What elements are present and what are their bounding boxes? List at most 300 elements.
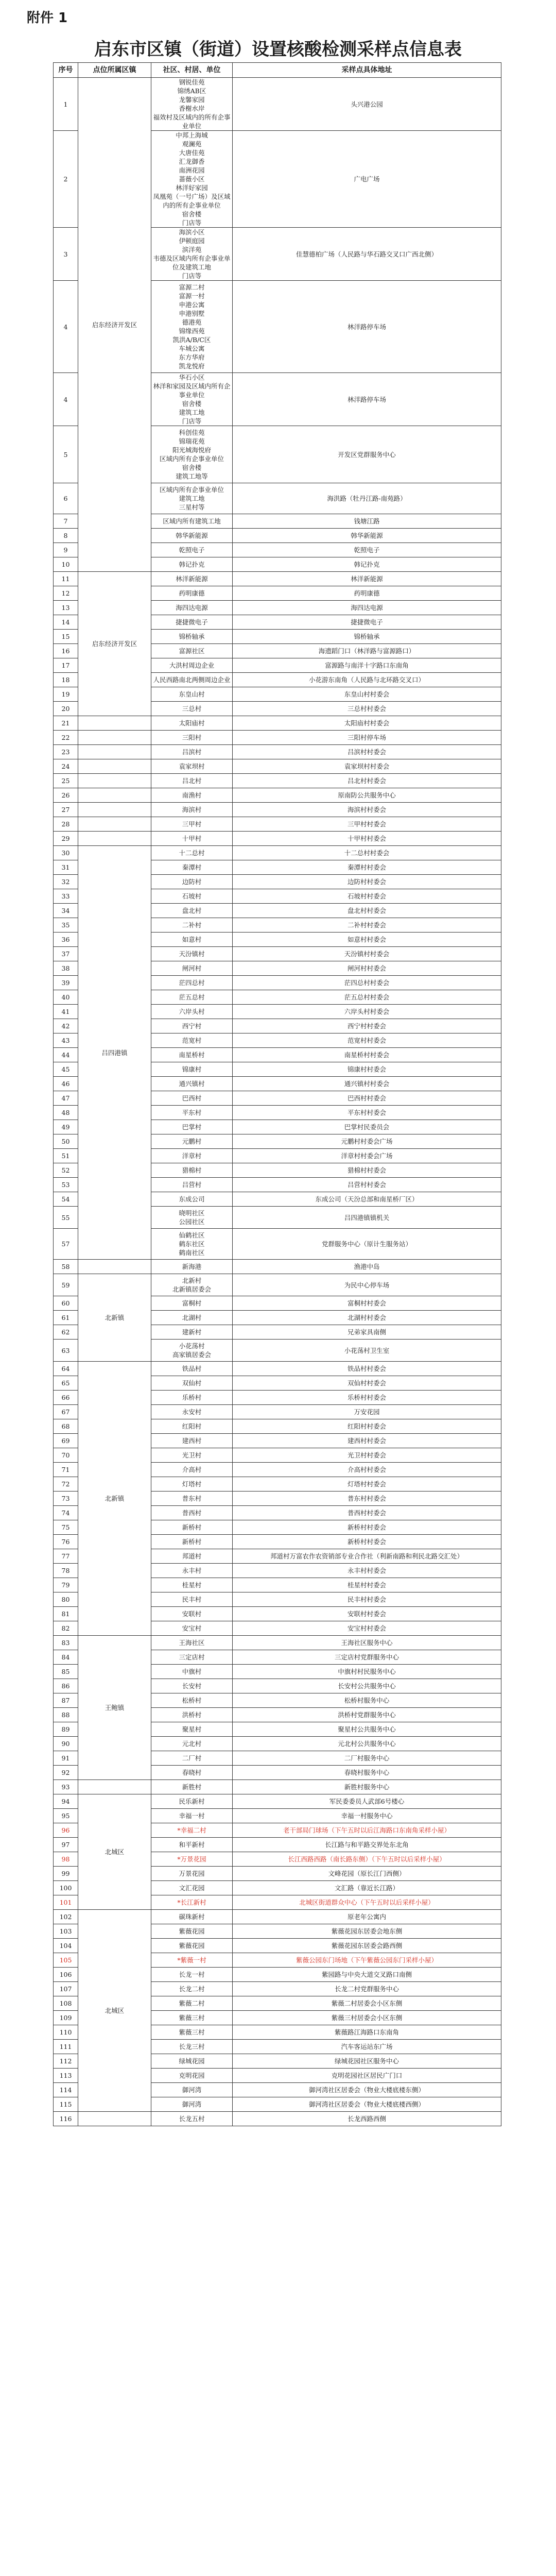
units-cell [151, 1178, 233, 1192]
row-number: 81 [54, 1607, 78, 1621]
address-cell: 边防村村委会 [233, 875, 501, 889]
unit-name: 如意村 [182, 936, 202, 943]
address-cell: 为民中心停车场 [233, 1274, 501, 1296]
row-number: 51 [54, 1149, 78, 1163]
unit-name: 长龙三村 [179, 2043, 205, 2050]
table-row [54, 774, 501, 788]
address-cell: 小花游东南角（人民路与北环路交叉口） [233, 673, 501, 687]
address-cell: 长安村公共服务中心 [233, 1679, 501, 1693]
address-cell: 安联村村委会 [233, 1607, 501, 1621]
unit-name: 锦绣AB区 [177, 87, 206, 95]
row-number: 22 [54, 731, 78, 745]
address-cell: 东皇山村村委会 [233, 687, 501, 702]
row-number: 69 [54, 1434, 78, 1448]
units-cell [151, 1910, 233, 1924]
address-cell: 御河湾社区居委会（物业大楼底楼东侧） [233, 2083, 501, 2097]
unit-name: 十二总村 [179, 849, 205, 857]
address-cell: 巴掌村民委员会 [233, 1120, 501, 1134]
row-number: 16 [54, 644, 78, 658]
unit-name: 富源一村 [179, 292, 205, 300]
units-cell [151, 1274, 233, 1296]
address-cell: 北城区街道群众中心（下午五时以后采样小屋） [233, 1895, 501, 1910]
unit-name: 林洋好家园 [176, 184, 208, 192]
unit-name: 袁家坝村 [179, 762, 205, 770]
row-number: 52 [54, 1163, 78, 1178]
unit-name: 乐桥村 [182, 1394, 202, 1401]
unit-name: 东成公司 [179, 1195, 205, 1203]
unit-name: 区域内所有企事业单位 [159, 486, 224, 494]
unit-name: 普东村 [182, 1495, 202, 1502]
address-cell: 捷捷微电子 [233, 615, 501, 630]
row-number: 55 [54, 1207, 78, 1229]
row-number: 66 [54, 1391, 78, 1405]
address-cell: 文汇路（靠近长江路） [233, 1881, 501, 1895]
units-cell [151, 1737, 233, 1751]
unit-name: *幸福二村 [177, 1826, 206, 1834]
unit-name: 观澜苑 [182, 140, 202, 148]
address-cell: 锦桥轴承 [233, 630, 501, 644]
unit-name: 申港别墅 [179, 310, 205, 317]
unit-name: 韩记扑克 [179, 561, 205, 568]
unit-name: 大洪村周边企业 [169, 662, 215, 669]
row-number: 94 [54, 1794, 78, 1809]
units-cell [151, 817, 233, 832]
address-cell: 林洋路停车场 [233, 281, 501, 373]
units-cell [151, 630, 233, 644]
units-cell [151, 1120, 233, 1134]
address-cell: 民丰村村委会 [233, 1592, 501, 1607]
row-number: 64 [54, 1362, 78, 1376]
row-number: 35 [54, 918, 78, 933]
row-number: 92 [54, 1766, 78, 1780]
units-cell [151, 1520, 233, 1535]
row-number: 74 [54, 1506, 78, 1520]
region-cell [78, 803, 151, 817]
address-cell: 普东村村委会 [233, 1492, 501, 1506]
address-cell: 通兴镇村村委会 [233, 1077, 501, 1091]
units-cell [151, 514, 233, 529]
address-cell: 灯塔村村委会 [233, 1477, 501, 1492]
units-cell [151, 658, 233, 673]
address-cell: 长江路与和平路交界处东北角 [233, 1838, 501, 1852]
row-number: 90 [54, 1737, 78, 1751]
address-cell: 海四达电源 [233, 601, 501, 615]
unit-name: 新桥村 [182, 1538, 202, 1546]
units-cell [151, 1564, 233, 1578]
address-cell: 光卫村村委会 [233, 1448, 501, 1463]
row-number: 58 [54, 1260, 78, 1274]
unit-name: 紫薇三村 [179, 2014, 205, 2022]
region-cell [78, 788, 151, 803]
unit-name: 锦康村 [182, 1065, 202, 1073]
row-number: 39 [54, 976, 78, 990]
page-title: 启东市区镇（街道）设置核酸检测采样点信息表 [94, 39, 462, 60]
unit-name: 林洋新能源 [176, 575, 208, 583]
units-cell [151, 572, 233, 586]
row-number: 71 [54, 1463, 78, 1477]
row-number: 20 [54, 702, 78, 716]
row-number: 15 [54, 630, 78, 644]
units-cell [151, 1434, 233, 1448]
units-cell [151, 131, 233, 228]
address-cell: 平东村村委会 [233, 1106, 501, 1120]
row-number: 11 [54, 572, 78, 586]
address-cell: 汽车客运站东广场 [233, 2040, 501, 2054]
units-cell [151, 601, 233, 615]
units-cell [151, 1592, 233, 1607]
attachment-label: 附件 1 [27, 10, 68, 26]
units-cell [151, 1679, 233, 1693]
address-cell: 军民委委员人武部6号楼心 [233, 1794, 501, 1809]
units-cell [151, 557, 233, 572]
address-cell: 六岸头村村委会 [233, 1005, 501, 1019]
row-number: 86 [54, 1679, 78, 1693]
row-number: 34 [54, 904, 78, 918]
address-cell: 石坡村村委会 [233, 889, 501, 904]
region-cell [78, 1260, 151, 1274]
units-cell [151, 644, 233, 658]
unit-name: 区域内所有建筑工地 [163, 517, 221, 525]
unit-name: 滨洋苑 [182, 246, 202, 253]
unit-name: 三定店村 [179, 1653, 205, 1661]
row-number: 28 [54, 817, 78, 832]
row-number: 29 [54, 832, 78, 846]
row-number: 77 [54, 1549, 78, 1564]
unit-name: 高家镇居委会 [172, 1351, 211, 1359]
unit-name: 御河湾 [182, 2086, 202, 2094]
units-cell [151, 1419, 233, 1434]
unit-name: 三总村 [182, 705, 202, 713]
address-cell: 海遗蹈门口（林洋路与富源路口） [233, 644, 501, 658]
unit-name: 安联村 [182, 1610, 202, 1618]
unit-name: 车城公寓 [179, 345, 205, 352]
unit-name: 海四达电源 [176, 604, 208, 612]
unit-name: 万景花园 [179, 1870, 205, 1877]
address-cell: 广电广场 [233, 131, 501, 228]
unit-name: 茫四总村 [179, 979, 205, 987]
region-cell: 启东经济开发区 [78, 572, 151, 716]
row-number: 18 [54, 673, 78, 687]
row-number: 3 [54, 228, 78, 281]
units-cell [151, 731, 233, 745]
address-cell: 东成公司（天汾总部和南星桥厂区） [233, 1192, 501, 1207]
address-cell: 富桐村村委会 [233, 1296, 501, 1311]
unit-name: 长龙二村 [179, 1985, 205, 1993]
unit-name: 六岸头村 [179, 1008, 205, 1015]
unit-name: 宿舍楼 [182, 400, 202, 408]
address-cell: 元北村公共服务中心 [233, 1737, 501, 1751]
address-cell: 天汾镇村村委会 [233, 947, 501, 961]
row-number: 36 [54, 933, 78, 947]
row-number: 21 [54, 716, 78, 731]
row-number: 49 [54, 1120, 78, 1134]
address-cell: 红阳村村委会 [233, 1419, 501, 1434]
units-cell [151, 1376, 233, 1391]
unit-name: 元鹏村 [182, 1138, 202, 1145]
row-number: 85 [54, 1665, 78, 1679]
row-number: 2 [54, 131, 78, 228]
address-cell: 聚星村公共服务中心 [233, 1722, 501, 1737]
row-number: 116 [54, 2112, 78, 2126]
units-cell [151, 1722, 233, 1737]
units-cell [151, 1492, 233, 1506]
row-number: 32 [54, 875, 78, 889]
units-cell [151, 1091, 233, 1106]
row-number: 54 [54, 1192, 78, 1207]
units-cell [151, 615, 233, 630]
address-cell: 党群服务中心（原计生服务站） [233, 1229, 501, 1260]
unit-name: 西宁村 [182, 1022, 202, 1030]
units-cell [151, 1340, 233, 1362]
units-cell [151, 1448, 233, 1463]
unit-name: 鹤东社区 [179, 1240, 205, 1248]
table-row [54, 832, 501, 846]
units-cell [151, 373, 233, 426]
table-row [54, 1636, 501, 1650]
unit-name: 南渔村 [182, 791, 202, 799]
unit-name: 王海社区 [179, 1639, 205, 1647]
units-cell [151, 1535, 233, 1549]
unit-name: 韩华新能源 [176, 532, 208, 539]
units-cell [151, 1062, 233, 1077]
row-number: 48 [54, 1106, 78, 1120]
address-cell: 洪桥村党群服务中心 [233, 1708, 501, 1722]
unit-name: 茫五总村 [179, 993, 205, 1001]
address-cell: 吕滨村村委会 [233, 745, 501, 759]
table-row [54, 78, 501, 131]
unit-name: 新海港 [182, 1263, 202, 1270]
row-number: 57 [54, 1229, 78, 1260]
address-cell: 茫五总村村委会 [233, 990, 501, 1005]
address-cell: 王海社区服务中心 [233, 1636, 501, 1650]
row-number: 111 [54, 2040, 78, 2054]
unit-name: 三星村等 [179, 503, 205, 511]
row-number: 63 [54, 1340, 78, 1362]
address-cell: 茫四总村村委会 [233, 976, 501, 990]
units-cell [151, 976, 233, 990]
row-number: 4 [54, 281, 78, 373]
unit-name: 门店等 [182, 417, 202, 425]
unit-name: 富源二村 [179, 283, 205, 291]
unit-name: 鹤南社区 [179, 1249, 205, 1257]
unit-name: 元北村 [182, 1740, 202, 1748]
row-number: 46 [54, 1077, 78, 1091]
unit-name: 紫薇花园 [179, 1942, 205, 1950]
row-number: 75 [54, 1520, 78, 1535]
unit-name: 东皇山村 [179, 690, 205, 698]
unit-name: 绿城花园 [179, 2057, 205, 2065]
units-cell [151, 1852, 233, 1867]
unit-name: 春晓村 [182, 1769, 202, 1776]
table-row [54, 1274, 501, 1296]
units-cell [151, 1311, 233, 1325]
address-cell: 如意村村委会 [233, 933, 501, 947]
row-number: 41 [54, 1005, 78, 1019]
row-number: 31 [54, 860, 78, 875]
row-number: 73 [54, 1492, 78, 1506]
unit-name: 申港公寓 [179, 301, 205, 309]
table-row [54, 1780, 501, 1794]
unit-name: 天汾镇村 [179, 950, 205, 958]
unit-name: 紫薇三村 [179, 2028, 205, 2036]
address-cell: 紫薇三村居委会小区东侧 [233, 2011, 501, 2025]
units-cell [151, 716, 233, 731]
units-cell [151, 1578, 233, 1592]
row-number: 13 [54, 601, 78, 615]
address-cell: 桂星村村委会 [233, 1578, 501, 1592]
address-cell: 盘北村村委会 [233, 904, 501, 918]
unit-name: 盘北村 [182, 907, 202, 914]
unit-name: 宿舍楼 [182, 210, 202, 218]
region-cell: 启东经济开发区 [78, 78, 151, 572]
units-cell [151, 1996, 233, 2011]
row-number: 96 [54, 1823, 78, 1838]
unit-name: 和平新村 [179, 1841, 205, 1849]
row-number: 10 [54, 557, 78, 572]
region-cell [78, 832, 151, 846]
unit-name: 长安村 [182, 1682, 202, 1690]
unit-name: 巴掌村 [182, 1123, 202, 1131]
units-cell [151, 1005, 233, 1019]
address-cell: 锦康村村委会 [233, 1062, 501, 1077]
address-cell: 十甲村村委会 [233, 832, 501, 846]
row-number: 84 [54, 1650, 78, 1665]
units-cell [151, 1391, 233, 1405]
row-number: 14 [54, 615, 78, 630]
unit-name: 边防村 [182, 878, 202, 886]
address-cell: 海滨村村委会 [233, 803, 501, 817]
unit-name: 猎棉村 [182, 1166, 202, 1174]
address-cell: 兄弟家具南侧 [233, 1325, 501, 1340]
region-cell [78, 817, 151, 832]
unit-name: 福效村及区域内的所有企事业单位 [153, 113, 231, 130]
address-cell: 御河湾社区居委会（物业大楼底楼西侧） [233, 2097, 501, 2112]
unit-name: 洪桥村 [182, 1711, 202, 1719]
table-row [54, 572, 501, 586]
address-cell: 渔港中岛 [233, 1260, 501, 1274]
unit-name: 海滨村 [182, 806, 202, 814]
unit-name: 乾照电子 [179, 546, 205, 554]
table-row [54, 745, 501, 759]
table-row [54, 803, 501, 817]
address-cell: 原南防公共服务中心 [233, 788, 501, 803]
region-cell [78, 774, 151, 788]
unit-name: 平东村 [182, 1109, 202, 1116]
region-cell: 吕四港镇 [78, 846, 151, 1260]
units-cell [151, 1207, 233, 1229]
units-cell [151, 1229, 233, 1260]
address-cell: 邦道村万富农作农资销部专业合作社（利新南路和利民北路交汇处） [233, 1549, 501, 1564]
row-number: 107 [54, 1982, 78, 1996]
address-cell: 老干部局门球场（下午五时以后江海路口东南角采样小屋） [233, 1823, 501, 1838]
unit-name: 汇龙御香 [179, 158, 205, 165]
units-cell [151, 483, 233, 514]
region-cell [78, 745, 151, 759]
address-cell: 海洪路（牡丹江路-南苑路） [233, 483, 501, 514]
region-cell [78, 759, 151, 774]
units-cell [151, 1968, 233, 1982]
row-number: 44 [54, 1048, 78, 1062]
unit-name: 松桥村 [182, 1697, 202, 1704]
address-cell: 小花荡村卫生室 [233, 1340, 501, 1362]
unit-name: 灯塔村 [182, 1480, 202, 1488]
unit-name: 建筑工地 [179, 495, 205, 502]
unit-name: 南星桥村 [179, 1051, 205, 1059]
row-number: 33 [54, 889, 78, 904]
address-cell: 十二总村村委会 [233, 846, 501, 860]
address-cell: 三定店村党群服务中心 [233, 1650, 501, 1665]
table-row [54, 2112, 501, 2126]
row-number: 43 [54, 1033, 78, 1048]
address-cell: 铁品村村委会 [233, 1362, 501, 1376]
address-cell: 西宁村村委会 [233, 1019, 501, 1033]
units-cell [151, 1325, 233, 1340]
row-number: 115 [54, 2097, 78, 2112]
row-number: 62 [54, 1325, 78, 1340]
address-cell: 紫薇花园东居委会地东侧 [233, 1924, 501, 1939]
address-cell: 绿城花园社区服务中心 [233, 2054, 501, 2069]
table-row [54, 817, 501, 832]
address-cell: 元鹏村村委会广场 [233, 1134, 501, 1149]
units-cell [151, 1823, 233, 1838]
address-cell: 林洋新能源 [233, 572, 501, 586]
address-cell: 佳慧德柏广场（人民路与华石路交叉口广西北侧） [233, 228, 501, 281]
sampling-table [53, 62, 501, 2126]
row-number: 95 [54, 1809, 78, 1823]
region-cell: 北新镇 [78, 1362, 151, 1636]
unit-name: 永丰村 [182, 1567, 202, 1574]
row-number: 88 [54, 1708, 78, 1722]
row-number: 82 [54, 1621, 78, 1636]
address-cell: 韩华新能源 [233, 529, 501, 543]
units-cell [151, 832, 233, 846]
unit-name: 介高村 [182, 1466, 202, 1473]
unit-name: 钢锐佳苑 [179, 78, 205, 86]
address-cell: 头兴港公园 [233, 78, 501, 131]
unit-name: 闸河村 [182, 964, 202, 972]
row-number: 7 [54, 514, 78, 529]
units-cell [151, 774, 233, 788]
unit-name: 北新村 [182, 1277, 202, 1284]
units-cell [151, 1477, 233, 1492]
address-cell: 二补村村委会 [233, 918, 501, 933]
unit-name: 民丰村 [182, 1596, 202, 1603]
unit-name: 三阳村 [182, 734, 202, 741]
unit-name: 通兴镇村 [179, 1080, 205, 1088]
row-number: 60 [54, 1296, 78, 1311]
unit-name: 凯洪A/B/C区 [172, 336, 211, 344]
address-cell: 安宝村村委会 [233, 1621, 501, 1636]
row-number: 65 [54, 1376, 78, 1391]
units-cell [151, 1867, 233, 1881]
units-cell [151, 78, 233, 131]
units-cell [151, 1939, 233, 1953]
address-cell: 紫园路与中央大道交叉路口南侧 [233, 1968, 501, 1982]
unit-name: *万景花园 [177, 1855, 206, 1863]
unit-name: 吕滨村 [182, 748, 202, 756]
address-cell: 范宽村村委会 [233, 1033, 501, 1048]
address-cell: 三总村村委会 [233, 702, 501, 716]
address-cell: 幸福一村服务中心 [233, 1809, 501, 1823]
region-cell [78, 716, 151, 731]
units-cell [151, 889, 233, 904]
units-cell [151, 990, 233, 1005]
units-cell [151, 1506, 233, 1520]
units-cell [151, 961, 233, 976]
address-cell: 永丰村村委会 [233, 1564, 501, 1578]
units-cell [151, 228, 233, 281]
row-number: 47 [54, 1091, 78, 1106]
